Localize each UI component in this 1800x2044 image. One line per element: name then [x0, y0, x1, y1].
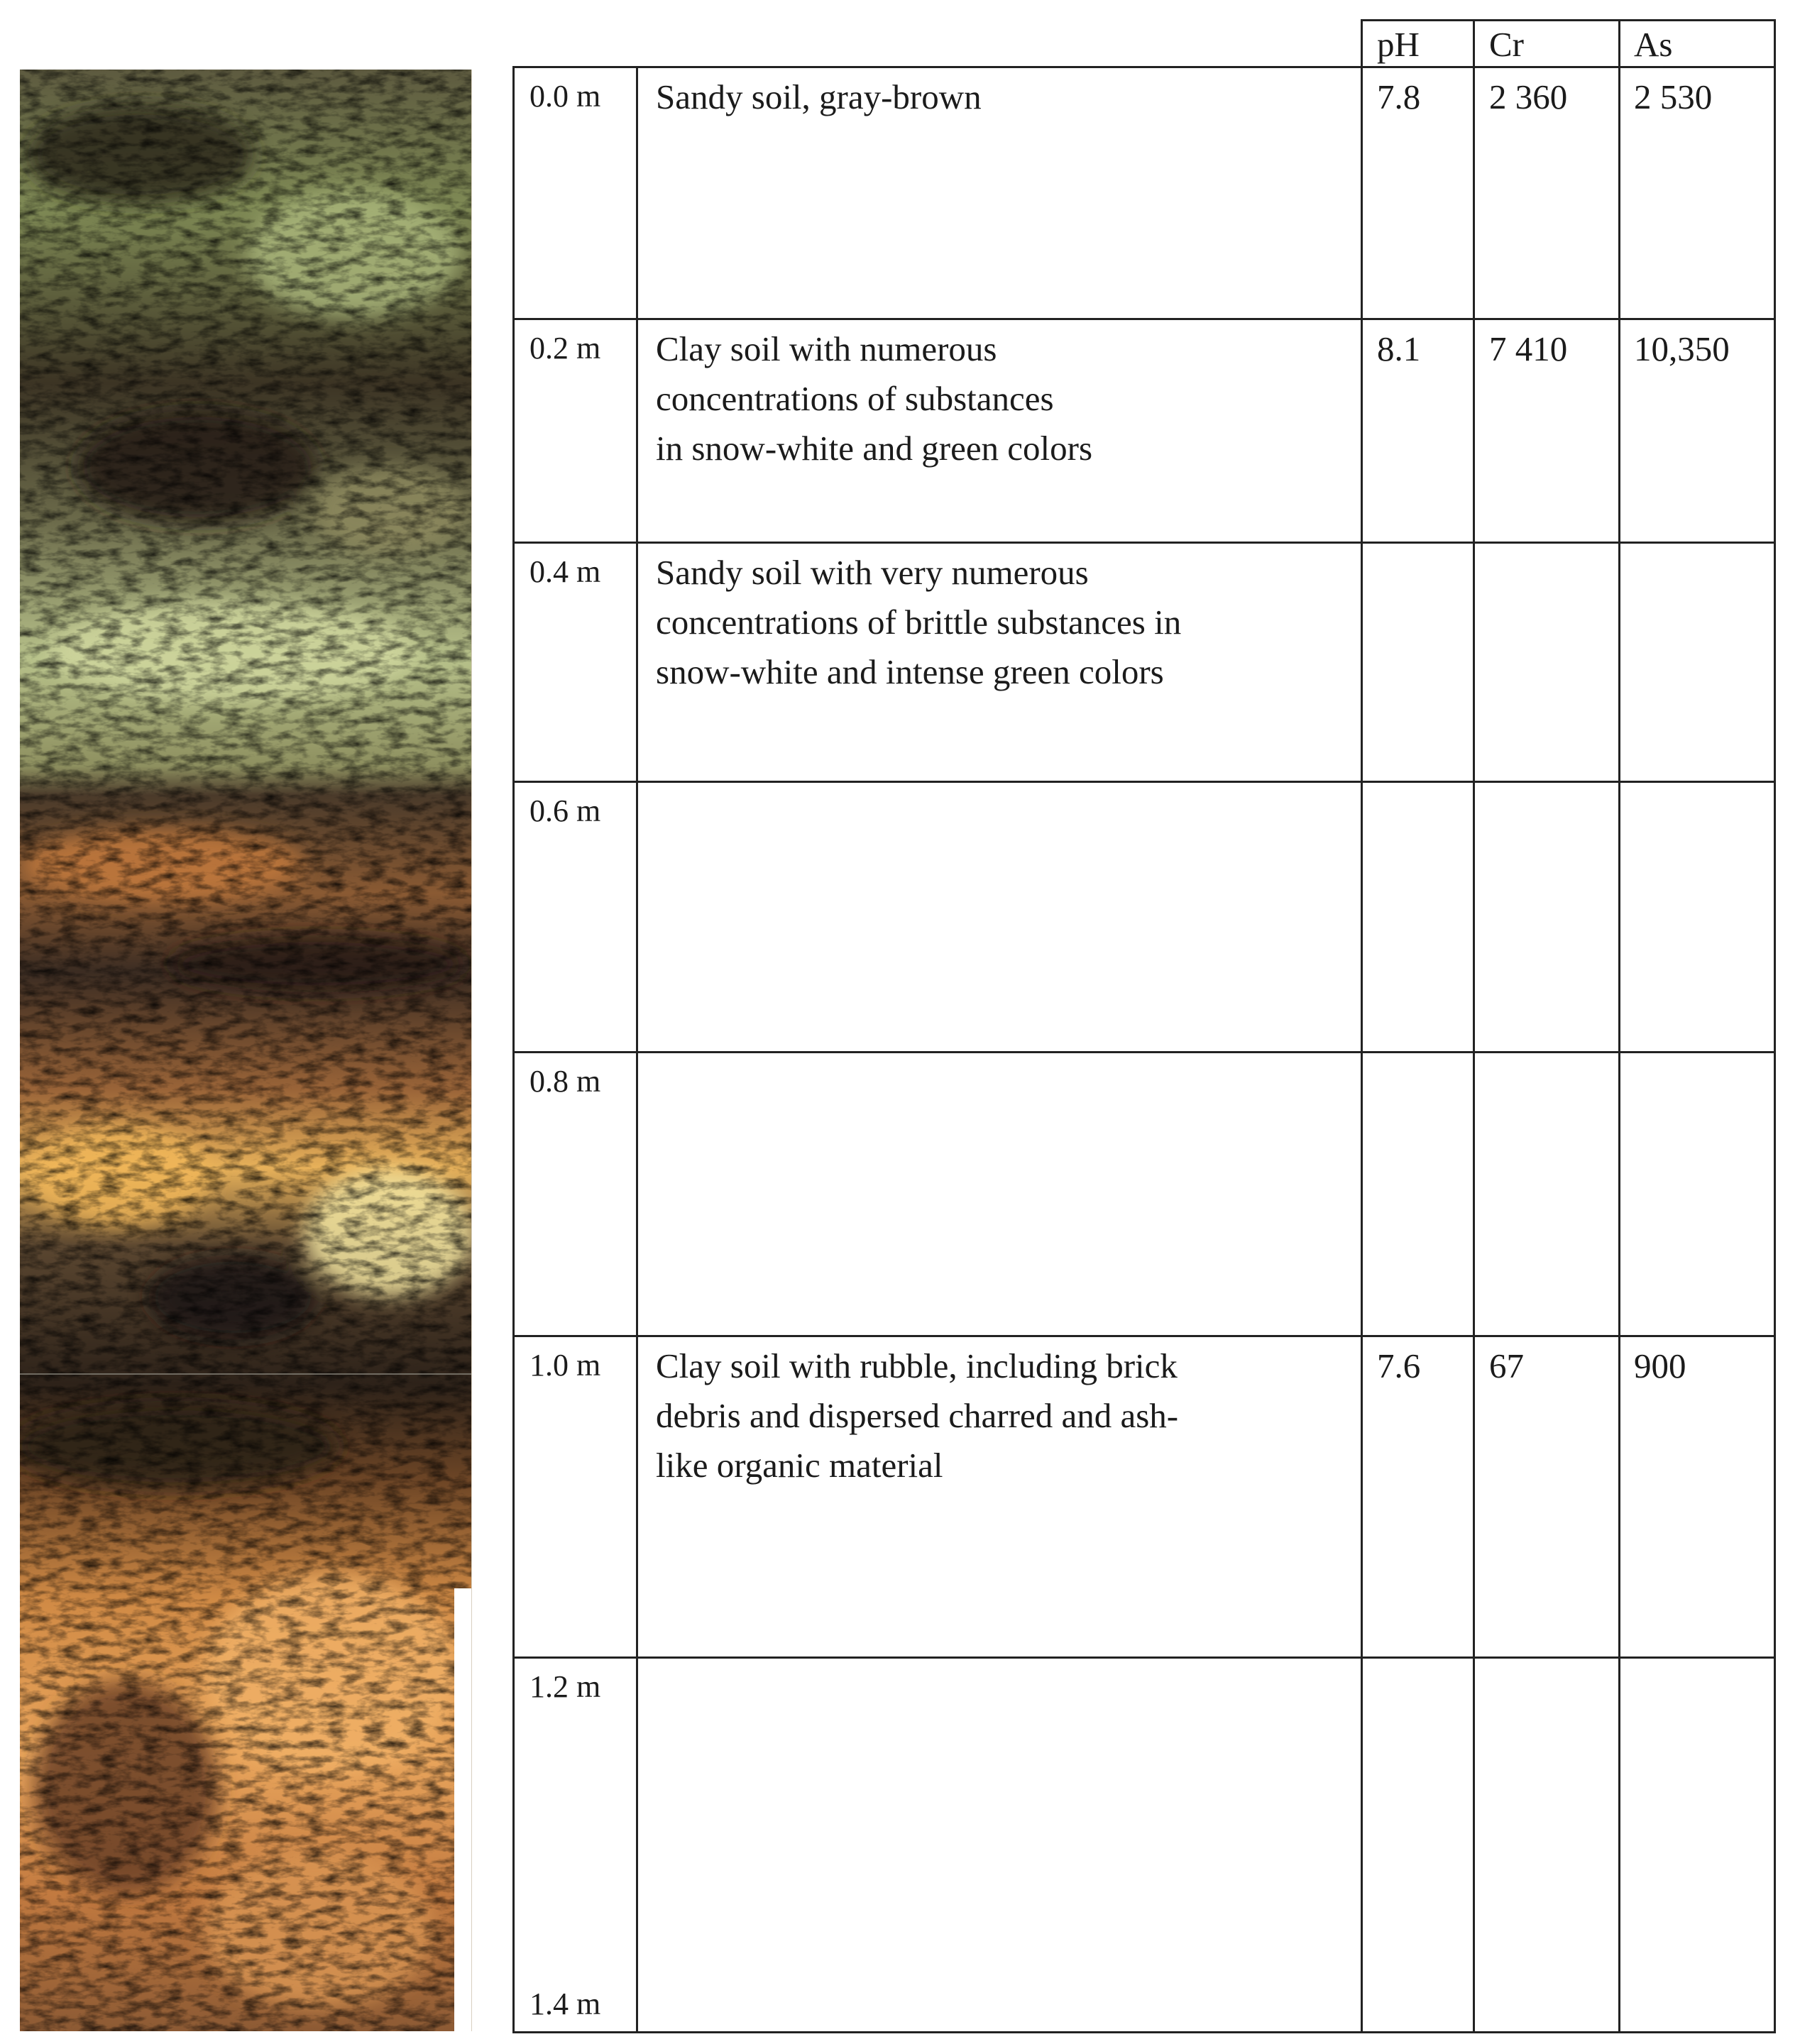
depth-label: 0.8 m	[529, 1064, 601, 1099]
description-line: concentrations of brittle substances in	[656, 603, 1182, 642]
as-value: 10,350	[1634, 329, 1730, 368]
description-line: concentrations of substances	[656, 379, 1054, 418]
description-line: in snow-white and green colors	[656, 429, 1093, 468]
depth-label-bottom: 1.4 m	[529, 1987, 601, 2021]
header-ph: pH	[1377, 25, 1420, 64]
row-divider	[512, 318, 1776, 320]
description-line: Clay soil with numerous	[656, 329, 997, 368]
ph-value: 8.1	[1377, 329, 1421, 368]
table-right-border	[1774, 19, 1776, 2033]
header-top-border	[1361, 19, 1776, 21]
depth-column-divider	[636, 66, 638, 2033]
cr-value: 67	[1489, 1346, 1524, 1385]
row-divider	[512, 1656, 1776, 1659]
header-as: As	[1634, 25, 1673, 64]
ph-value: 7.6	[1377, 1346, 1421, 1385]
depth-label: 1.2 m	[529, 1669, 601, 1704]
description-line: snow-white and intense green colors	[656, 652, 1164, 691]
depth-label: 0.4 m	[529, 554, 601, 589]
depth-label: 0.2 m	[529, 331, 601, 366]
ph-column-divider	[1361, 19, 1363, 2033]
depth-label: 0.0 m	[529, 79, 601, 114]
row-divider	[512, 1051, 1776, 1053]
description-line: Sandy soil, gray-brown	[656, 77, 982, 116]
description-line: Clay soil with rubble, including brick	[656, 1346, 1178, 1385]
cr-value: 2 360	[1489, 77, 1568, 116]
depth-label: 0.6 m	[529, 793, 601, 828]
ph-value: 7.8	[1377, 77, 1421, 116]
row-divider	[512, 781, 1776, 783]
description-line: like organic material	[656, 1446, 943, 1485]
table-left-border	[512, 66, 515, 2033]
row-divider	[512, 1335, 1776, 1337]
depth-label: 1.0 m	[529, 1348, 601, 1383]
header-cr: Cr	[1489, 25, 1524, 64]
as-value: 2 530	[1634, 77, 1713, 116]
cr-value: 7 410	[1489, 329, 1568, 368]
as-column-divider	[1618, 19, 1620, 2033]
table-top-border	[512, 66, 1776, 68]
description-line: Sandy soil with very numerous	[656, 553, 1089, 592]
cr-column-divider	[1473, 19, 1475, 2033]
description-line: debris and dispersed charred and ash-	[656, 1396, 1179, 1435]
soil-core-photo	[20, 70, 472, 2031]
row-divider	[512, 542, 1776, 544]
table-bottom-border	[512, 2031, 1776, 2033]
as-value: 900	[1634, 1346, 1686, 1385]
